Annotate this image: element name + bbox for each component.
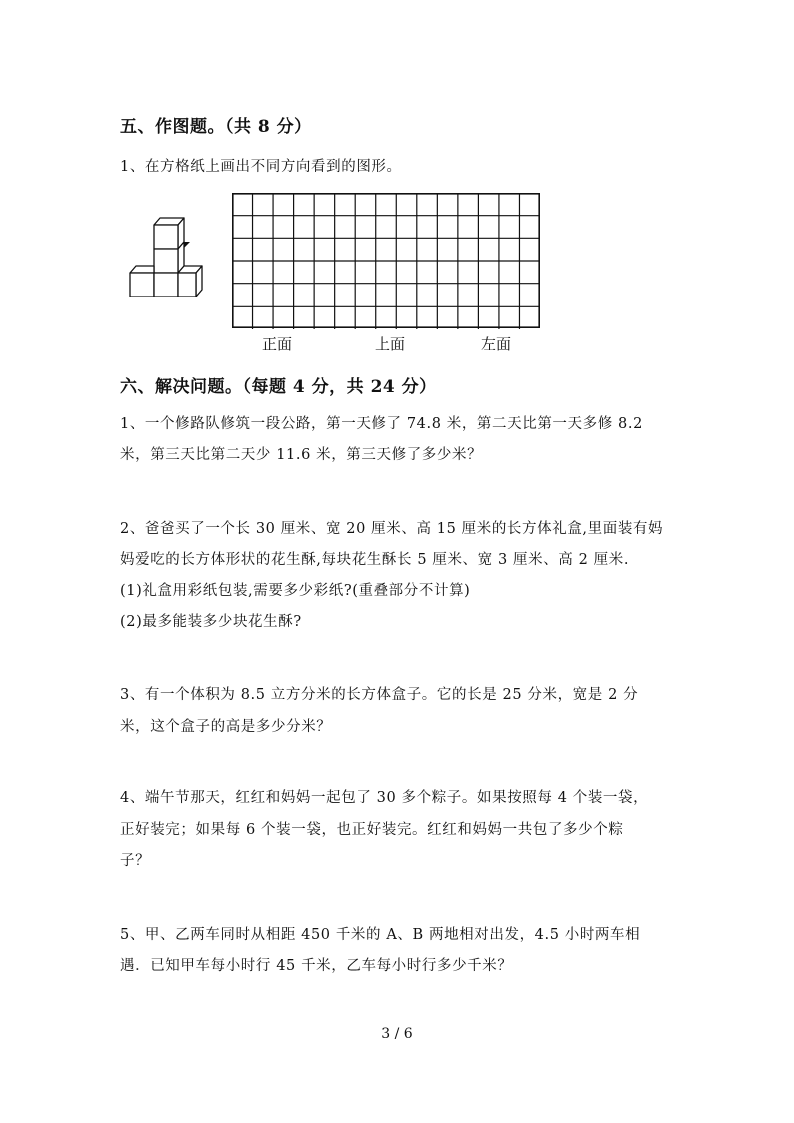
problem-5-line-2: 遇．已知甲车每小时行 45 千米，乙车每小时行多少千米？ (120, 958, 513, 974)
problem-2-line-1: 2、爸爸买了一个长 30 厘米、宽 20 厘米、高 15 厘米的长方体礼盒,里面装有妈 (120, 521, 664, 537)
problem-1-line-1: 1、一个修路队修筑一段公路，第一天修了 74.8 米，第二天比第一天多修 8.2 (120, 416, 643, 432)
problem-2-sub-2: (2)最多能装多少块花生酥? (120, 614, 302, 630)
question-5-1: 1、在方格纸上画出不同方向看到的图形。 (120, 159, 402, 175)
square-grid-paper (232, 193, 540, 329)
section-5-heading: 五、作图题。（共 8 分） (120, 117, 312, 137)
section-6-heading: 六、解决问题。（每题 4 分，共 24 分） (120, 377, 437, 397)
problem-5-line-1: 5、甲、乙两车同时从相距 450 千米的 A、B 两地相对出发，4.5 小时两车相 (120, 927, 641, 943)
problem-2-line-2: 妈爱吃的长方体形状的花生酥,每块花生酥长 5 厘米、宽 3 厘米、高 2 厘米. (120, 552, 630, 568)
front-view-label: 正面 (262, 335, 293, 353)
problem-2-sub-1: (1)礼盒用彩纸包装,需要多少彩纸?(重叠部分不计算) (120, 583, 471, 599)
problem-3-line-1: 3、有一个体积为 8.5 立方分米的长方体盒子。它的长是 25 分米，宽是 2 分 (120, 687, 639, 703)
page-number: 3 / 6 (381, 1026, 413, 1042)
cube-stack-figure (128, 213, 204, 297)
left-view-label: 左面 (481, 335, 512, 353)
problem-3-line-2: 米，这个盒子的高是多少分米？ (120, 719, 332, 735)
top-view-label: 上面 (375, 335, 406, 353)
problem-4-line-2: 正好装完；如果每 6 个装一袋，也正好装完。红红和妈妈一共包了多少个粽 (120, 822, 624, 838)
problem-1-line-2: 米，第三天比第二天少 11.6 米，第三天修了多少米？ (120, 447, 483, 463)
problem-4-line-3: 子？ (120, 853, 151, 869)
problem-4-line-1: 4、端午节那天，红红和妈妈一起包了 30 多个粽子。如果按照每 4 个装一袋， (120, 790, 649, 806)
